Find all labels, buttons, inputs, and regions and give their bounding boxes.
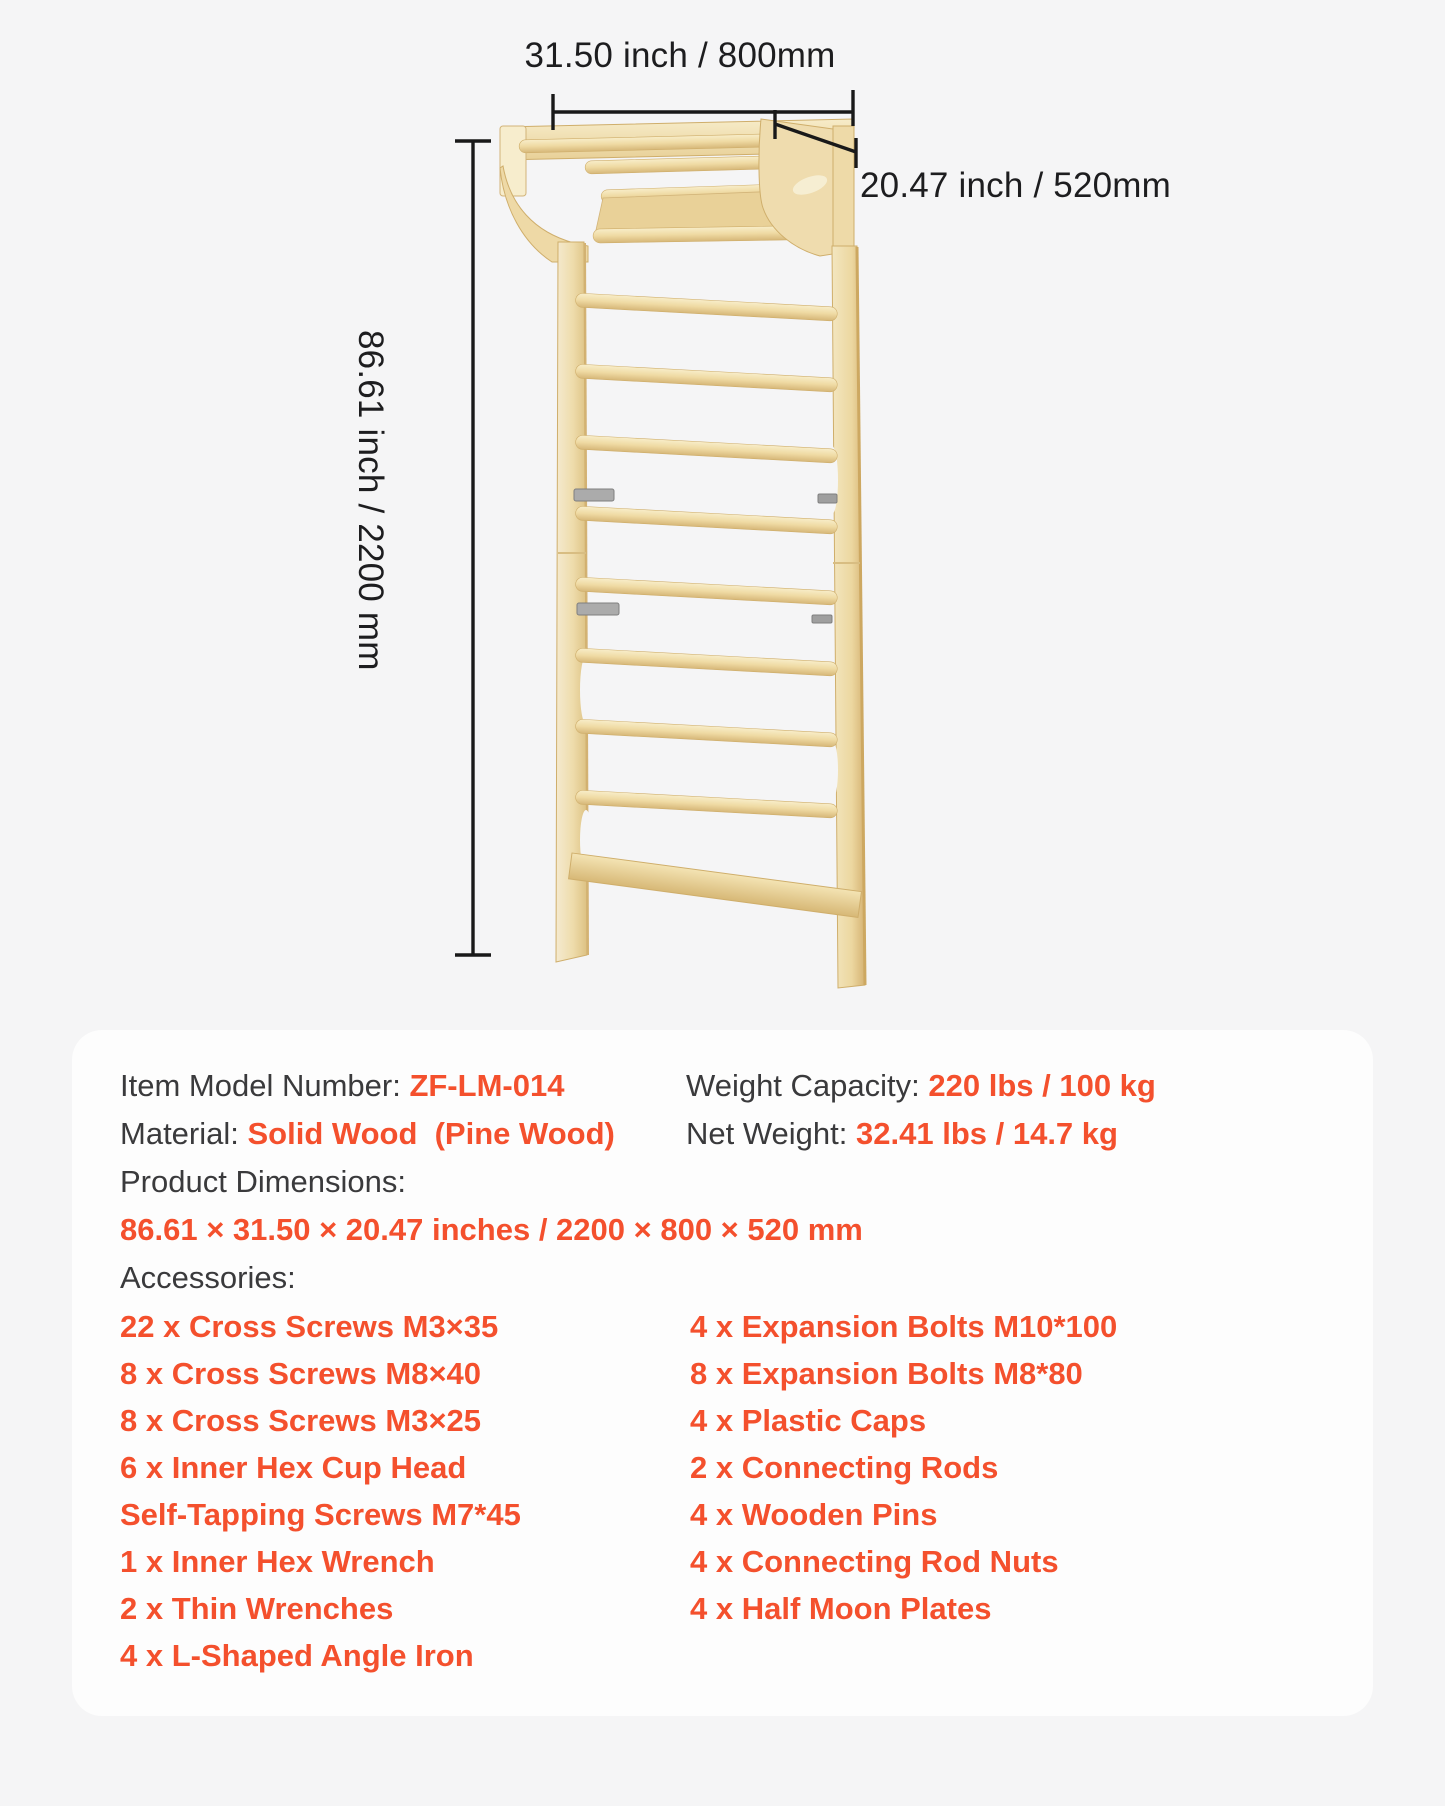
spec-label: Item Model Number: (120, 1068, 410, 1103)
accessory-item: 8 x Cross Screws M8×40 (120, 1356, 482, 1391)
rungs (575, 293, 837, 818)
spec-panel (72, 1030, 1373, 1716)
spec-value: 220 lbs / 100 kg (928, 1068, 1156, 1103)
accessory-item: 4 x Expansion Bolts M10*100 (690, 1309, 1118, 1344)
dim-height-label: 86.61 inch / 2200 mm (351, 329, 390, 671)
left-bracket-cutout (531, 160, 567, 189)
accessories-right-column (690, 1303, 1325, 1679)
spec-label: Weight Capacity: (686, 1068, 929, 1103)
accessories-label: Accessories: (120, 1260, 296, 1295)
spec-value: Solid Wood (Pine Wood) (247, 1116, 615, 1151)
accessories-left-column (120, 1303, 690, 1679)
spec-weight-capacity (686, 1062, 1325, 1110)
spec-item-model (120, 1062, 686, 1110)
spec-net-weight (686, 1110, 1325, 1158)
accessory-item: 4 x Wooden Pins (690, 1497, 938, 1532)
accessory-item: 1 x Inner Hex Wrench (120, 1544, 435, 1579)
spec-value: 32.41 lbs / 14.7 kg (856, 1116, 1118, 1151)
spec-label: Material: (120, 1116, 248, 1151)
spec-value: ZF-LM-014 (409, 1068, 565, 1103)
accessory-item: 4 x Half Moon Plates (690, 1591, 992, 1626)
spec-material (120, 1110, 686, 1158)
base-beam (569, 853, 862, 917)
accessory-item: 6 x Inner Hex Cup Head (120, 1450, 467, 1485)
accessory-item: 4 x L-Shaped Angle Iron (120, 1638, 474, 1673)
accessory-item: 8 x Expansion Bolts M8*80 (690, 1356, 1083, 1391)
product-dimensions-label: Product Dimensions: (120, 1164, 407, 1199)
accessory-item: Self-Tapping Screws M7*45 (120, 1497, 521, 1532)
accessory-item: 4 x Plastic Caps (690, 1403, 927, 1438)
spec-grid (120, 1062, 1325, 1158)
accessories-list (120, 1303, 1325, 1679)
accessory-item: 4 x Connecting Rod Nuts (690, 1544, 1059, 1579)
dim-depth-label: 20.47 inch / 520mm (860, 166, 1171, 205)
accessory-item: 22 x Cross Screws M3×35 (120, 1309, 499, 1344)
spec-label: Net Weight: (686, 1116, 857, 1151)
accessory-item: 8 x Cross Screws M3×25 (120, 1403, 482, 1438)
accessory-item: 2 x Thin Wrenches (120, 1591, 394, 1626)
product-dimensions-value: 86.61 × 31.50 × 20.47 inches / 2200 × 800 × 520 mm (120, 1212, 863, 1247)
dim-width-label: 31.50 inch / 800mm (524, 36, 836, 75)
accessory-item: 2 x Connecting Rods (690, 1450, 999, 1485)
